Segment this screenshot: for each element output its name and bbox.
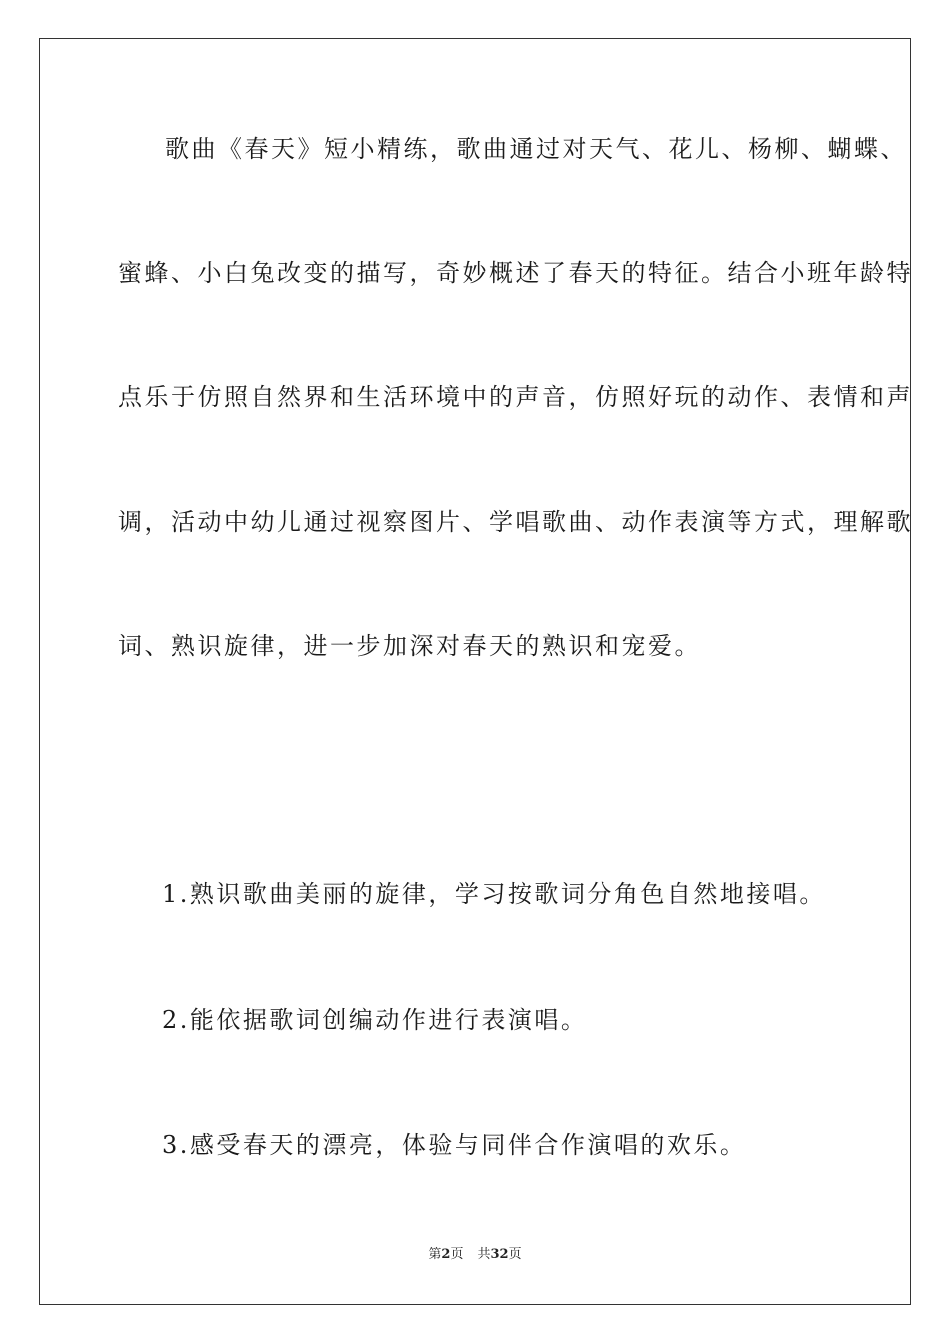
page-number-current: 2 bbox=[441, 1247, 451, 1262]
paragraph-line-5: 词、熟识旋律，进一步加深对春天的熟识和宠爱。 bbox=[118, 632, 701, 660]
goal-item-3: 3.感受春天的漂亮，体验与同伴合作演唱的欢乐。 bbox=[162, 1131, 747, 1159]
paragraph-line-3: 点乐于仿照自然界和生活环境中的声音，仿照好玩的动作、表情和声 bbox=[118, 383, 913, 411]
page-total-count: 32 bbox=[490, 1247, 509, 1262]
paragraph-line-4: 调，活动中幼儿通过视察图片、学唱歌曲、动作表演等方式，理解歌 bbox=[118, 508, 913, 536]
page-number-suffix: 页 bbox=[450, 1247, 464, 1262]
paragraph-line-1: 歌曲《春天》短小精练，歌曲通过对天气、花儿、杨柳、蝴蝶、 bbox=[165, 135, 907, 163]
page-footer bbox=[0, 1246, 950, 1264]
page-number-prefix: 第 bbox=[428, 1247, 442, 1262]
page-total-suffix: 页 bbox=[508, 1247, 522, 1262]
goal-item-2: 2.能依据歌词创编动作进行表演唱。 bbox=[162, 1006, 588, 1034]
page-total-prefix: 共 bbox=[477, 1247, 491, 1262]
paragraph-line-2: 蜜蜂、小白兔改变的描写，奇妙概述了春天的特征。结合小班年龄特 bbox=[118, 259, 913, 287]
page-border bbox=[39, 38, 911, 1305]
goal-item-1: 1.熟识歌曲美丽的旋律，学习按歌词分角色自然地接唱。 bbox=[162, 880, 826, 908]
